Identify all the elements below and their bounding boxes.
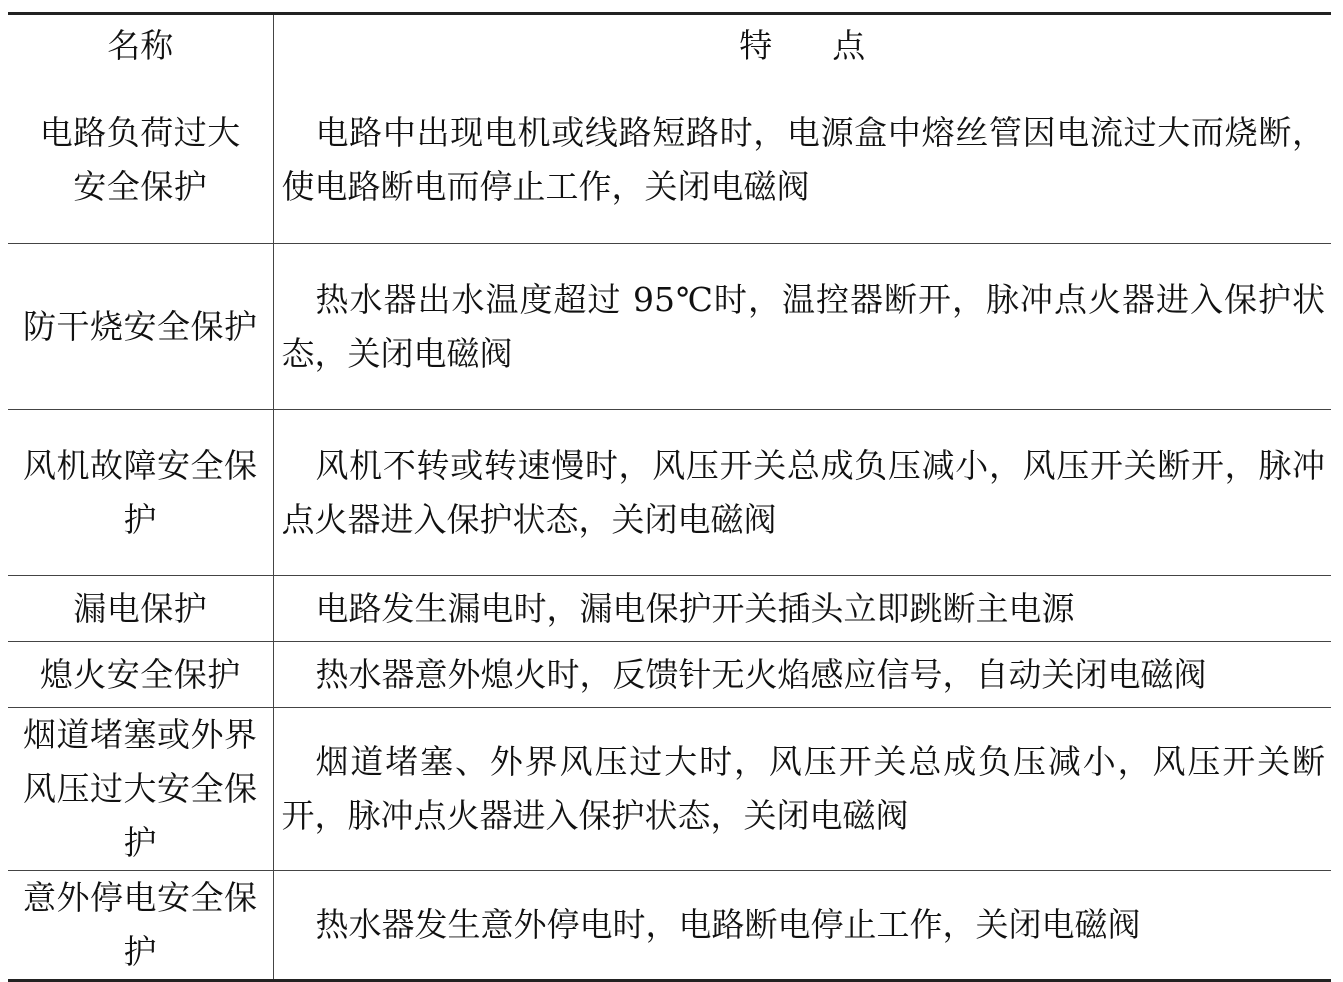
row-name-cell: [8, 708, 273, 871]
table-row: [8, 78, 1331, 244]
row-name-cell: [8, 410, 273, 576]
safety-protection-table-page: [8, 12, 1331, 982]
row-name-cell: [8, 576, 273, 642]
table-row: [8, 708, 1331, 871]
row-name-text: 风机故障安全保护: [23, 445, 258, 539]
table-row: [8, 871, 1331, 981]
table-row: [8, 410, 1331, 576]
table-row: [8, 642, 1331, 708]
row-name-text: 烟道堵塞或外界风压过大安全保护: [23, 715, 258, 862]
table-row: [8, 244, 1331, 410]
table-header-row: [8, 14, 1331, 78]
row-feature-cell: 热水器意外熄火时，反馈针无火焰感应信号，自动关闭电磁阀: [273, 642, 1331, 708]
row-name-text: 电路负荷过大安全保护: [39, 113, 241, 207]
row-name-text: 熄火安全保护: [39, 654, 241, 694]
row-name-cell: [8, 78, 273, 244]
row-name-cell: [8, 871, 273, 981]
safety-protection-table: [8, 12, 1331, 982]
row-feature-cell: 电路中出现电机或线路短路时，电源盒中熔丝管因电流过大而烧断，使电路断电而停止工作，关闭电磁阀: [281, 113, 1325, 207]
row-feature-cell: 热水器发生意外停电时，电路断电停止工作，关闭电磁阀: [273, 871, 1331, 981]
column-header-name: 名称: [8, 14, 273, 78]
row-name-text: 意外停电安全保护: [23, 878, 258, 971]
row-feature-cell: 电路发生漏电时，漏电保护开关插头立即跳断主电源: [273, 576, 1331, 642]
table-row: [8, 576, 1331, 642]
row-name-cell: [8, 642, 273, 708]
row-name-cell: [8, 244, 273, 410]
column-header-feature: 特点: [739, 26, 926, 66]
row-name-text: 防干烧安全保护: [23, 306, 258, 346]
row-feature-cell: 烟道堵塞、外界风压过大时，风压开关总成负压减小，风压开关断开，脉冲点火器进入保护状态，关闭电磁阀: [273, 708, 1331, 871]
row-name-text: 漏电保护: [73, 588, 208, 628]
row-feature-cell: 风机不转或转速慢时，风压开关总成负压减小，风压开关断开，脉冲点火器进入保护状态，关闭电磁阀: [273, 410, 1331, 576]
row-feature-cell: 热水器出水温度超过 95℃时，温控器断开，脉冲点火器进入保护状态，关闭电磁阀: [273, 244, 1331, 410]
